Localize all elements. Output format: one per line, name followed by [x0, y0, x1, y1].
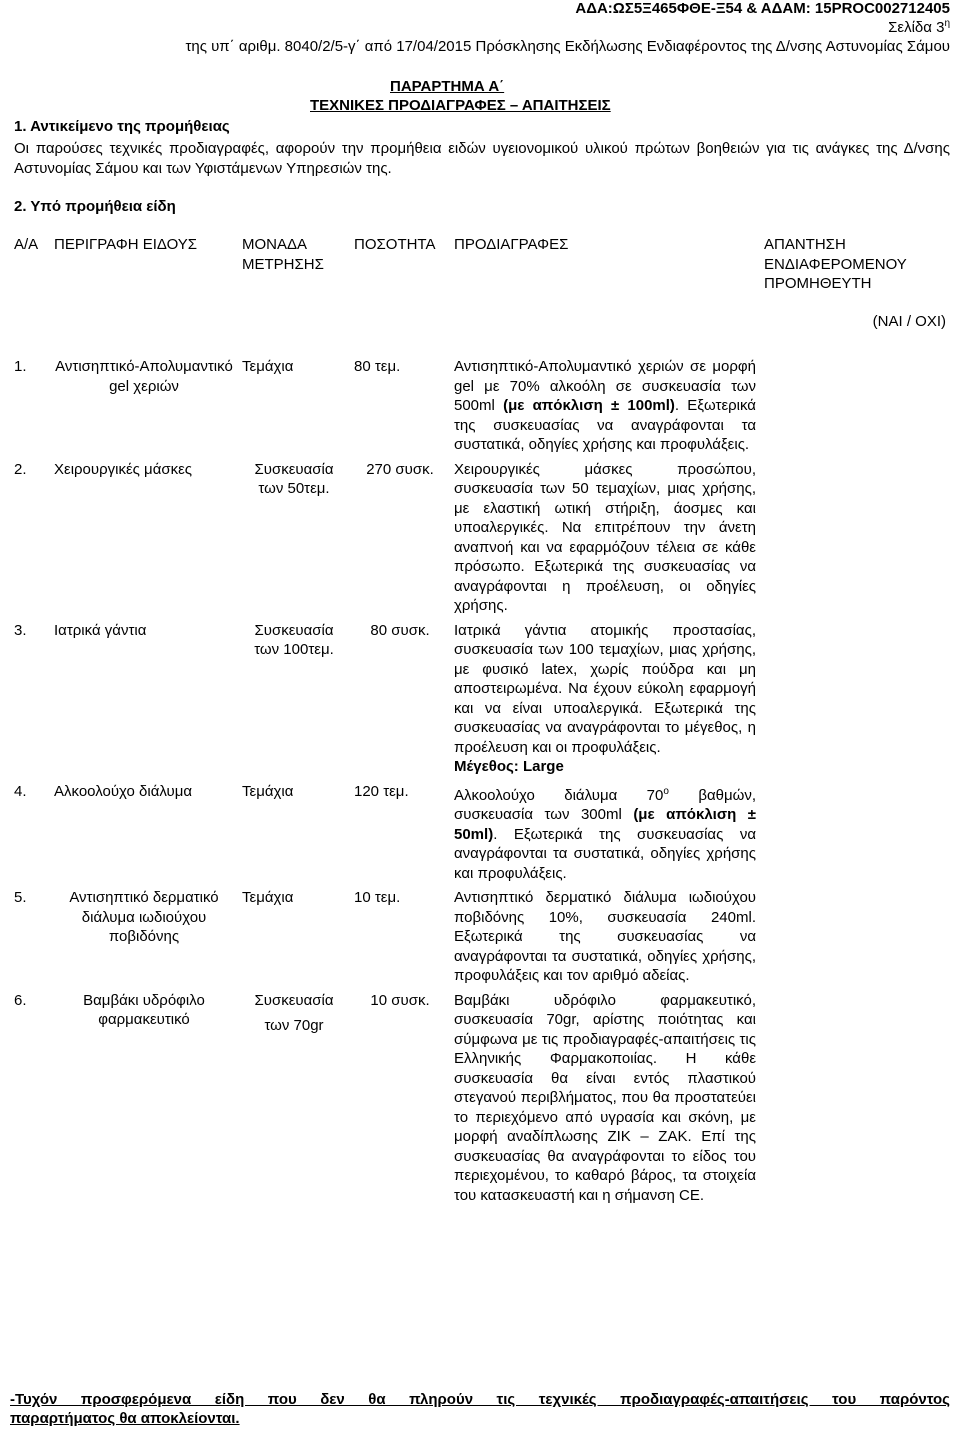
- section2-heading: 2. Υπό προμήθεια είδη: [14, 198, 176, 215]
- row-unit-line1: Συσκευασία: [254, 991, 334, 1009]
- table-row: [10, 621, 950, 782]
- row-answer[interactable]: [760, 357, 950, 460]
- spec-text-cont: . Εξωτερικά της συσκευασίας να αναγράφονται τα συστατικά, οδηγίες χρήσης και προφυλάξεις.: [454, 825, 756, 882]
- row-answer[interactable]: [760, 460, 950, 621]
- row-quantity: 10 συσκ.: [370, 991, 430, 1009]
- spec-text: Ιατρικά γάντια ατομικής προστασίας, συσκευασία των 100 τεμαχίων, μιας χρήσης, με φυσικό latex, χωρίς πούδρα και μη αποστειρωμένα. Να έχουν εύκολη εφαρμογή και να είναι υποαλεργικά. Εξωτερικά της συσκευασίας να αναγράφονται το μέγεθος, η προέλευση και οι προφυλάξεις.: [454, 621, 756, 756]
- ada-code: ΑΔΑ:ΩΣ5Ξ465ΦΘΕ-Ξ54 & ΑΔΑΜ: 15PROC002712405: [575, 0, 950, 17]
- header-specs: ΠΡΟΔΙΑΓΡΑΦΕΣ: [454, 236, 569, 253]
- table-row: [10, 357, 950, 460]
- spec-text-cont: . Εξωτερικά της συσκευασίας να αναγράφονται τα συστατικά, οδηγίες χρήσης και προφυλάξεις.: [454, 397, 756, 453]
- row-description: Βαμβάκι υδρόφιλο φαρμακευτικό: [83, 991, 205, 1028]
- row-aa: 3.: [14, 621, 27, 639]
- row-specs: [450, 782, 760, 889]
- row-quantity: 80 συσκ.: [370, 621, 430, 639]
- header-description: ΠΕΡΙΓΡΑΦΗ ΕΙΔΟΥΣ: [54, 236, 198, 253]
- row-answer[interactable]: [760, 621, 950, 782]
- annex-title: ΠΑΡΑΡΤΗΜΑ Α΄: [390, 78, 505, 95]
- row-aa: 2.: [14, 460, 27, 478]
- table-header-row: [10, 235, 950, 357]
- items-table: [10, 235, 950, 1210]
- row-unit: Τεμάχια: [242, 782, 294, 800]
- section1-text: Οι παρούσες τεχνικές προδιαγραφές, αφορούν την προμήθεια ειδών υγειονομικού υλικού πρώτων βοηθειών για τις ανάγκες της Δ/νσης Αστυνομίας Σάμου και των Υφιστάμενων Υπηρεσιών της.: [14, 140, 950, 177]
- row-unit: Τεμάχια: [242, 889, 294, 906]
- spec-text: Αλκοολούχο διάλυμα 70: [454, 786, 664, 804]
- row-description: Αντισηπτικό δερματικό διάλυμα ιωδιούχου ποβιδόνης: [69, 889, 219, 945]
- row-unit: [238, 991, 350, 1211]
- spec-size: Μέγεθος: Large: [454, 758, 564, 775]
- row-description: Χειρουργικές μάσκες: [54, 460, 193, 478]
- section1-heading: 1. Αντικείμενο της προμήθειας: [14, 118, 230, 135]
- row-specs: Αντισηπτικό δερματικό διάλυμα ιωδιούχου ποβιδόνης 10%, συσκευασία 240ml. Εξωτερικά της συσκευασίας να αναγράφονται τα συστατικά, οδηγίες χρήσης, προφυλάξεις και τον αριθμό αδείας.: [454, 889, 756, 984]
- row-answer[interactable]: [760, 991, 950, 1211]
- row-quantity: 270 συσκ.: [366, 460, 434, 478]
- annex-subtitle: ΤΕΧΝΙΚΕΣ ΠΡΟΔΙΑΓΡΑΦΕΣ – ΑΠΑΙΤΗΣΕΙΣ: [310, 97, 611, 114]
- row-aa: 6.: [14, 991, 27, 1009]
- header-answer-options: (ΝΑΙ / ΟΧΙ): [872, 312, 946, 330]
- row-description: Αντισηπτικό-Απολυμαντικό gel χεριών: [55, 358, 233, 395]
- footer-note: [10, 1390, 950, 1428]
- reference-line: της υπ΄ αριθμ. 8040/2/5-γ΄ από 17/04/2015 Πρόσκλησης Εκδήλωσης Ενδιαφέροντος της Δ/νσης Αστυνομίας Σάμου: [185, 38, 950, 55]
- table-row: [10, 460, 950, 621]
- row-specs: Βαμβάκι υδρόφιλο φαρμακευτικό, συσκευασία 70gr, αρίστης ποιότητας και σύμφωνα με τις προδιαγραφές-απαιτήσεις τις Ελληνικής Φαρμακοποιίας. Η κάθε συσκευασία θα είναι εντός πλαστικού στεγανού περιβλήματος, που θα προστατεύει το περιεχόμενο από υγρασία και σκόνη, με μορφή αναδίπλωσης ZIK – ZAK. Επί της συσκευασίας θα αναγράφονται το είδος του περιεχομένου, το καθαρό βάρος, τα στοιχεία του κατασκευαστή και η σήμανση CE.: [454, 991, 756, 1204]
- header-aa: Α/Α: [14, 236, 39, 253]
- spec-text: Αντισηπτικό-Απολυμαντικό χεριών σε μορφή gel με 70% αλκοόλη σε συσκευασία των 500ml: [454, 358, 756, 414]
- table-row: [10, 782, 950, 889]
- footer-line1: -Τυχόν προσφερόμενα είδη που δεν θα πληρούν τις τεχνικές προδιαγραφές-απαιτήσεις του παρόντος: [10, 1391, 950, 1408]
- spec-tolerance: (με απόκλιση ± 50ml): [454, 806, 756, 843]
- row-unit: Συσκευασία των 100τεμ.: [254, 621, 334, 658]
- row-specs: [450, 621, 760, 782]
- spec-text-2: βαθμών, συσκευασία των 300ml: [454, 786, 756, 823]
- header-answer-label: ΑΠΑΝΤΗΣΗ ΕΝΔΙΑΦΕΡΟΜΕΝΟΥ ΠΡΟΜΗΘΕΥΤΗ: [764, 236, 907, 292]
- table-row: [10, 991, 950, 1211]
- footer-line2: παραρτήματος θα αποκλείονται.: [10, 1410, 240, 1427]
- spec-tolerance: (με απόκλιση ± 100ml): [503, 397, 675, 414]
- row-aa: 1.: [14, 358, 27, 375]
- table-row: [10, 888, 950, 991]
- row-answer[interactable]: [760, 782, 950, 889]
- page-number: [888, 18, 950, 36]
- row-unit: Τεμάχια: [242, 358, 294, 375]
- row-description: Ιατρικά γάντια: [54, 621, 147, 639]
- row-unit: Συσκευασία των 50τεμ.: [254, 460, 334, 497]
- header-unit: ΜΟΝΑΔΑ ΜΕΤΡΗΣΗΣ: [242, 236, 324, 273]
- row-quantity: 120 τεμ.: [354, 782, 409, 800]
- row-quantity: 10 τεμ.: [354, 889, 401, 906]
- row-aa: 4.: [14, 782, 27, 800]
- row-quantity: 80 τεμ.: [354, 358, 401, 375]
- row-description: Αλκοολούχο διάλυμα: [54, 782, 193, 800]
- row-unit-line2: των 70gr: [264, 1017, 324, 1034]
- row-answer[interactable]: [760, 888, 950, 991]
- row-aa: 5.: [14, 889, 27, 906]
- row-specs: [450, 357, 760, 460]
- page-sup: η: [944, 18, 950, 29]
- page-label: Σελίδα 3: [888, 19, 945, 36]
- header-answer: [760, 235, 950, 357]
- header-quantity: ΠΟΣΟΤΗΤΑ: [354, 236, 436, 253]
- row-specs: Χειρουργικές μάσκες προσώπου, συσκευασία των 50 τεμαχίων, μιας χρήσης, με ελαστική ωτική στήριξη, άοσμες και υποαλεργικές. Να επιτρέπουν την άνετη αναπνοή και να εφαρμόζουν τέλεια σε κάθε πρόσωπο. Εξωτερικά της συσκευασίας να αναγράφονται η προέλευση, οι οδηγίες χρήσης.: [454, 460, 756, 614]
- spec-degree-sup: ο: [663, 785, 669, 797]
